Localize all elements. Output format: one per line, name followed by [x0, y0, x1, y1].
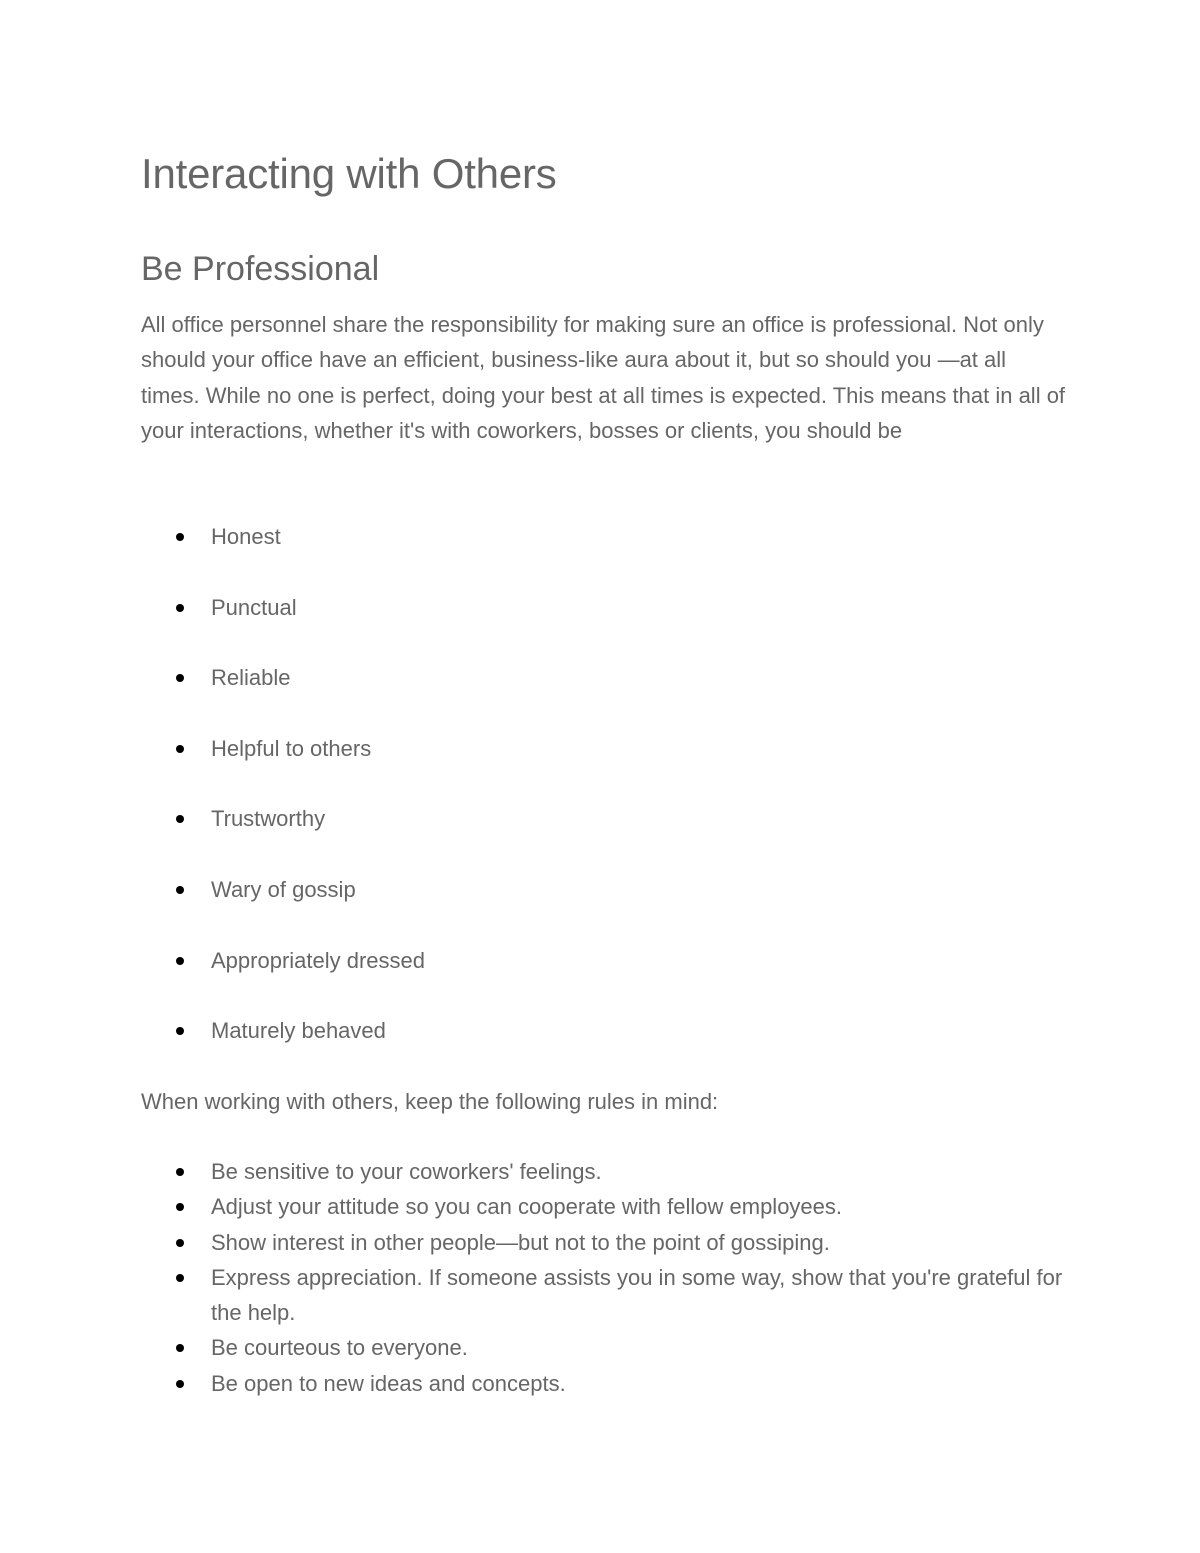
list-item: Reliable [141, 660, 425, 731]
list-item: Punctual [141, 590, 425, 661]
list-item: Show interest in other people—but not to the point of gossiping. [141, 1225, 1066, 1260]
document-title: Interacting with Others [141, 150, 557, 197]
list-item: Adjust your attitude so you can cooperate with fellow employees. [141, 1189, 1066, 1224]
rules-list [141, 1154, 1066, 1401]
intro-paragraph: All office personnel share the responsibility for making sure an office is professional. Not only should your office have an efficient, business-like aura about it, but so should you —at all times. While no one is perfect, doing your best at all times is expected. This means that in all of your interactions, whether it's with coworkers, bosses or clients, you should be [141, 312, 1066, 443]
rules-intro-paragraph: When working with others, keep the following rules in mind: [141, 1089, 719, 1114]
list-item: Be sensitive to your coworkers' feelings. [141, 1154, 1066, 1189]
list-item: Appropriately dressed [141, 943, 425, 1014]
traits-list [141, 519, 425, 1084]
list-item: Be open to new ideas and concepts. [141, 1366, 1066, 1401]
list-item: Express appreciation. If someone assists you in some way, show that you're grateful for the help. [141, 1260, 1066, 1331]
section-heading: Be Professional [141, 250, 380, 288]
list-item: Helpful to others [141, 731, 425, 802]
list-item: Maturely behaved [141, 1013, 425, 1084]
list-item: Honest [141, 519, 425, 590]
list-item: Be courteous to everyone. [141, 1330, 1066, 1365]
list-item: Wary of gossip [141, 872, 425, 943]
list-item: Trustworthy [141, 801, 425, 872]
